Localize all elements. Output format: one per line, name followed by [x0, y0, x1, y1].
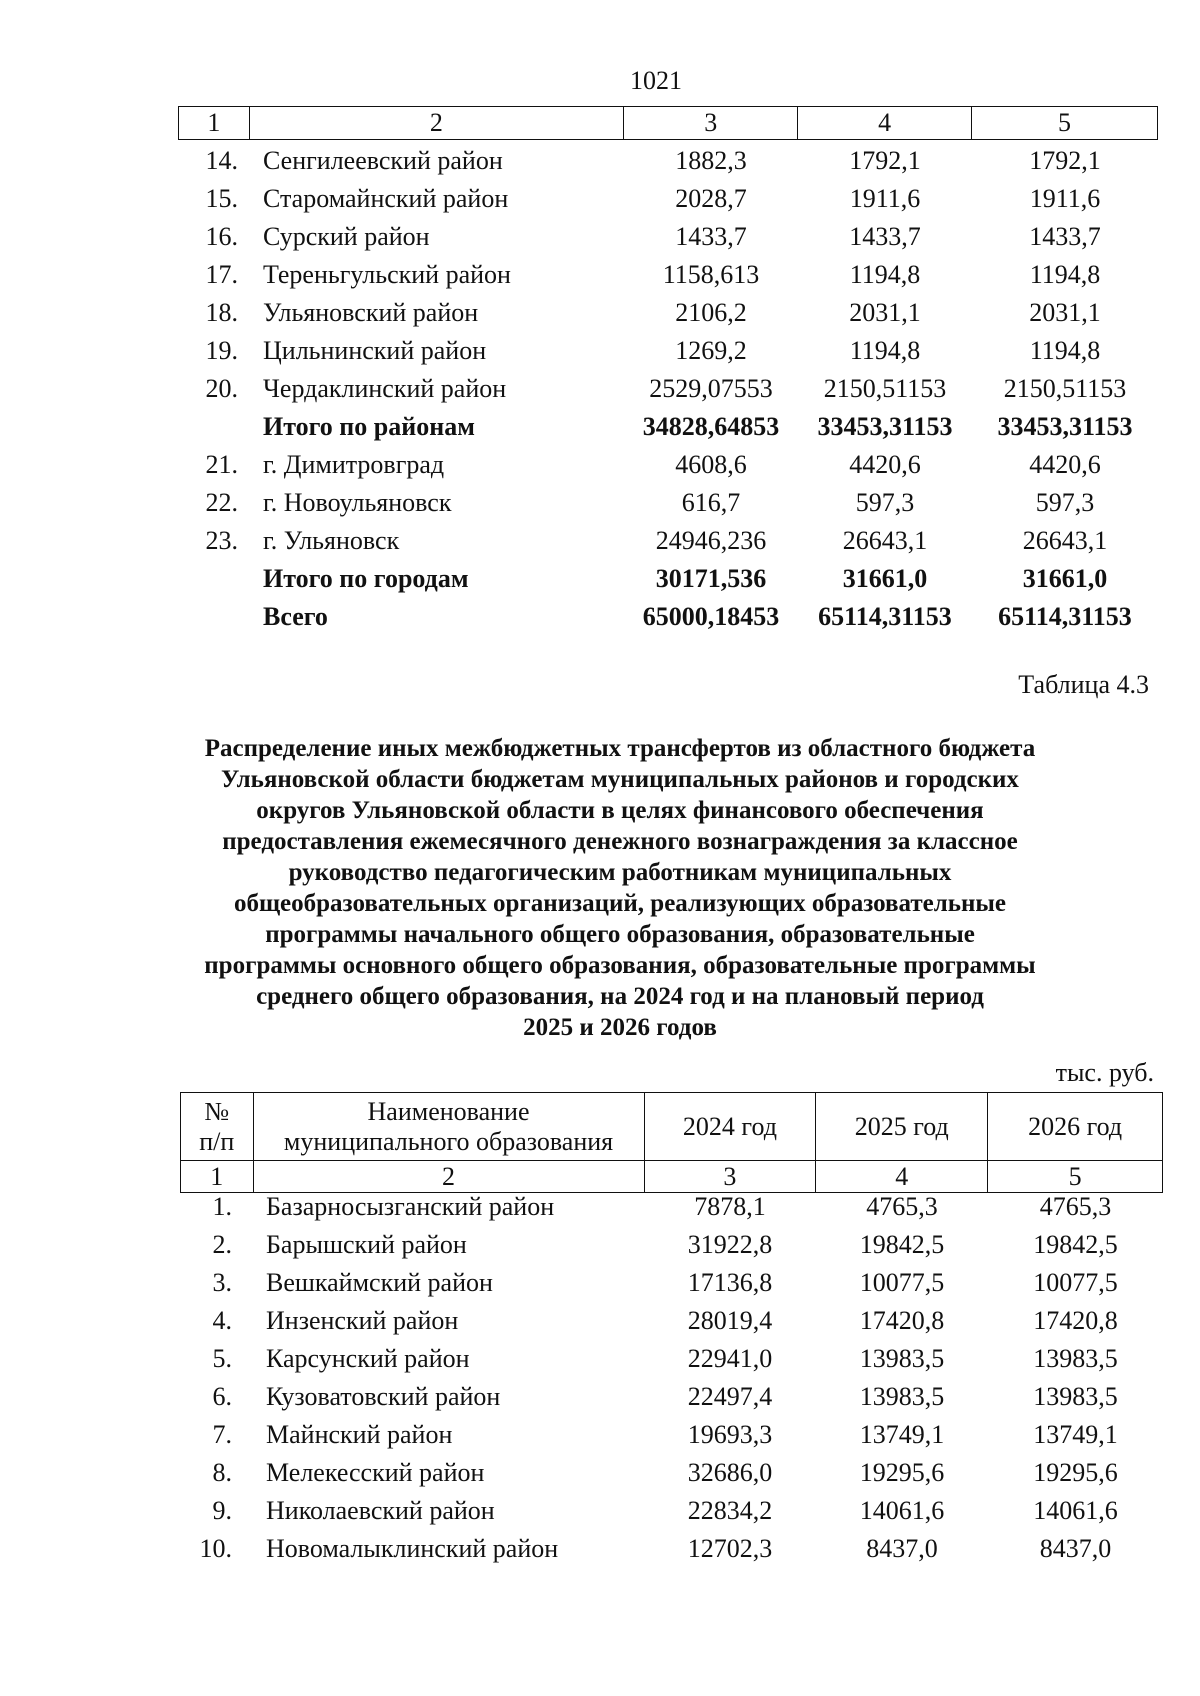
value-2025: 19842,5: [859, 1230, 945, 1259]
table2-row: [0, 1268, 1200, 1304]
table2-row: [0, 1382, 1200, 1418]
row-name: Барышский район: [266, 1230, 467, 1259]
value-2026: 26643,1: [1022, 526, 1108, 555]
value-2025: 13983,5: [859, 1382, 945, 1411]
table2-row: [0, 1344, 1200, 1380]
row-number: 17.: [205, 260, 238, 289]
table1-total-row: [0, 602, 1200, 638]
table-title: [160, 733, 1080, 1043]
value-2026: 8437,0: [1039, 1534, 1112, 1563]
value-2024: 4608,6: [675, 450, 747, 479]
table2-row: [0, 1420, 1200, 1456]
title-line: программы основного общего образования, образовательные программы: [204, 952, 1036, 979]
value-2026: 33453,31153: [997, 412, 1133, 441]
value-2026: 14061,6: [1033, 1496, 1118, 1525]
table1-row: [0, 450, 1200, 486]
value-2024: 19693,3: [687, 1420, 773, 1449]
table1-row: [0, 184, 1200, 220]
row-name: Новомалыклинский район: [266, 1534, 559, 1563]
value-2026: 1194,8: [1029, 336, 1101, 365]
row-name: Инзенский район: [266, 1306, 459, 1335]
value-2026: 1433,7: [1029, 222, 1101, 251]
table2-index-2: 2: [253, 1161, 644, 1193]
value-2025: 17420,8: [859, 1306, 945, 1335]
table2-row: [0, 1496, 1200, 1532]
table1-row: [0, 336, 1200, 372]
value-2025: 1792,1: [849, 146, 921, 175]
table2-name-header: [253, 1093, 644, 1161]
row-name: Итого по городам: [263, 564, 469, 593]
value-2024: 31922,8: [687, 1230, 773, 1259]
value-2024: 22834,2: [687, 1496, 773, 1525]
value-2026: 4765,3: [1039, 1192, 1112, 1221]
row-number: 1.: [212, 1192, 232, 1221]
value-2026: 1792,1: [1029, 146, 1101, 175]
value-2026: 31661,0: [1022, 564, 1108, 593]
value-2024: 1433,7: [675, 222, 747, 251]
table1-col-2: 2: [249, 107, 624, 140]
value-2024: 616,7: [681, 488, 741, 517]
value-2024: 28019,4: [687, 1306, 773, 1335]
value-2026: 4420,6: [1029, 450, 1101, 479]
table2-index-3: 3: [644, 1161, 816, 1193]
row-name: г. Димитровград: [263, 450, 445, 479]
value-2024: 2106,2: [675, 298, 747, 327]
table2-row: [0, 1458, 1200, 1494]
value-2024: 1158,613: [662, 260, 760, 289]
row-name: Сурский район: [263, 222, 430, 251]
value-2024: 12702,3: [687, 1534, 773, 1563]
value-2025: 13749,1: [859, 1420, 945, 1449]
value-2025: 597,3: [855, 488, 915, 517]
table2-index-1: 1: [181, 1161, 254, 1193]
table1-row: [0, 146, 1200, 182]
table2-name-header-line2: муниципального образования: [283, 1126, 614, 1156]
table2-row: [0, 1534, 1200, 1570]
row-name: Итого по районам: [263, 412, 475, 441]
table2-row: [0, 1306, 1200, 1342]
value-2026: 597,3: [1035, 488, 1095, 517]
row-number: 10.: [199, 1534, 232, 1563]
value-2025: 2031,1: [849, 298, 921, 327]
value-2024: 1882,3: [675, 146, 747, 175]
page-number: 1021: [630, 66, 682, 95]
value-2026: 13749,1: [1033, 1420, 1118, 1449]
row-number: 20.: [205, 374, 238, 403]
value-2025: 33453,31153: [817, 412, 953, 441]
table2-name-header-line1: Наименование: [367, 1096, 530, 1126]
table1-row: [0, 526, 1200, 562]
value-2026: 19295,6: [1033, 1458, 1118, 1487]
value-2026: 1194,8: [1029, 260, 1101, 289]
row-name: г. Ульяновск: [263, 526, 400, 555]
row-number: 22.: [205, 488, 238, 517]
value-2026: 2031,1: [1029, 298, 1101, 327]
row-name: Николаевский район: [266, 1496, 495, 1525]
value-2024: 30171,536: [655, 564, 767, 593]
value-2025: 4420,6: [849, 450, 921, 479]
row-number: 21.: [205, 450, 238, 479]
table2-index-4: 4: [816, 1161, 988, 1193]
table1-row: [0, 298, 1200, 334]
table2-num-header-line2: п/п: [199, 1126, 235, 1156]
table2-num-header-line1: №: [204, 1096, 230, 1126]
table1-row: [0, 374, 1200, 410]
value-2025: 1194,8: [849, 260, 921, 289]
row-number: 19.: [205, 336, 238, 365]
value-2024: 34828,64853: [642, 412, 780, 441]
row-number: 7.: [212, 1420, 232, 1449]
value-2025: 31661,0: [842, 564, 928, 593]
row-name: Мелекесский район: [266, 1458, 485, 1487]
row-number: 3.: [212, 1268, 232, 1297]
row-name: Старомайнский район: [263, 184, 509, 213]
table2-header: [180, 1092, 1163, 1193]
value-2026: 17420,8: [1033, 1306, 1118, 1335]
value-2024: 1269,2: [675, 336, 747, 365]
table1-col-5: 5: [972, 107, 1158, 140]
value-2024: 2028,7: [675, 184, 747, 213]
table2-row: [0, 1192, 1200, 1228]
table2-2026-header: 2026 год: [988, 1093, 1163, 1161]
value-2026: 13983,5: [1033, 1382, 1118, 1411]
table2-num-header: [181, 1093, 254, 1161]
value-2025: 19295,6: [859, 1458, 945, 1487]
table1-row: [0, 488, 1200, 524]
row-name: Базарносызганский район: [266, 1192, 555, 1221]
table2-row: [0, 1230, 1200, 1266]
table2-2025-header: 2025 год: [816, 1093, 988, 1161]
row-number: 23.: [205, 526, 238, 555]
table1-col-3: 3: [624, 107, 798, 140]
value-2024: 22497,4: [687, 1382, 773, 1411]
row-name: Ульяновский район: [263, 298, 479, 327]
row-name: Сенгилеевский район: [263, 146, 503, 175]
value-2024: 65000,18453: [642, 602, 780, 631]
title-line: 2025 и 2026 годов: [523, 1014, 717, 1041]
row-number: 4.: [212, 1306, 232, 1335]
row-number: 6.: [212, 1382, 232, 1411]
title-line: среднего общего образования, на 2024 год и на плановый период: [256, 983, 984, 1010]
row-name: Кузоватовский район: [266, 1382, 501, 1411]
value-2025: 10077,5: [859, 1268, 945, 1297]
row-name: Чердаклинский район: [263, 374, 507, 403]
row-number: 15.: [205, 184, 238, 213]
row-name: Майнский район: [266, 1420, 453, 1449]
value-2025: 1911,6: [849, 184, 921, 213]
value-2025: 14061,6: [859, 1496, 945, 1525]
table2-index-5: 5: [988, 1161, 1163, 1193]
table1-row: [0, 222, 1200, 258]
value-2024: 2529,07553: [649, 374, 773, 403]
value-2024: 7878,1: [694, 1192, 766, 1221]
table1-header: [178, 106, 1158, 140]
row-number: 2.: [212, 1230, 232, 1259]
value-2024: 22941,0: [687, 1344, 773, 1373]
title-line: округов Ульяновской области в целях финансового обеспечения: [256, 797, 984, 824]
value-2026: 1911,6: [1029, 184, 1101, 213]
row-number: 14.: [205, 146, 238, 175]
value-2024: 17136,8: [687, 1268, 773, 1297]
value-2025: 4765,3: [866, 1192, 938, 1221]
row-number: 18.: [205, 298, 238, 327]
value-2026: 2150,51153: [1003, 374, 1127, 403]
row-name: г. Новоульяновск: [263, 488, 452, 517]
value-2025: 2150,51153: [823, 374, 947, 403]
value-2025: 13983,5: [859, 1344, 945, 1373]
title-line: Распределение иных межбюджетных трансфертов из областного бюджета: [204, 735, 1036, 762]
row-name: Тереньгульский район: [263, 260, 511, 289]
table1-row: [0, 260, 1200, 296]
title-line: общеобразовательных организаций, реализующих образовательные: [233, 890, 1007, 917]
value-2025: 1194,8: [849, 336, 921, 365]
table1-col-1: 1: [179, 107, 250, 140]
value-2025: 65114,31153: [818, 602, 952, 631]
row-number: 8.: [212, 1458, 232, 1487]
table2-2024-header: 2024 год: [644, 1093, 816, 1161]
value-2025: 8437,0: [866, 1534, 938, 1563]
row-number: 9.: [212, 1496, 232, 1525]
title-line: руководство педагогическим работникам муниципальных: [288, 859, 952, 886]
value-2025: 1433,7: [849, 222, 921, 251]
title-line: предоставления ежемесячного денежного вознаграждения за классное: [222, 828, 1018, 855]
table-label: Таблица 4.3: [1018, 670, 1149, 699]
value-2026: 13983,5: [1033, 1344, 1118, 1373]
row-number: 16.: [205, 222, 238, 251]
title-line: программы начального общего образования, образовательные: [265, 921, 975, 948]
value-2026: 65114,31153: [998, 602, 1132, 631]
row-name: Всего: [263, 602, 328, 631]
value-2024: 32686,0: [687, 1458, 773, 1487]
value-2026: 19842,5: [1033, 1230, 1118, 1259]
value-2024: 24946,236: [655, 526, 767, 555]
row-name: Цильнинский район: [263, 336, 487, 365]
value-2025: 26643,1: [842, 526, 928, 555]
table1-col-4: 4: [798, 107, 972, 140]
title-line: Ульяновской области бюджетам муниципальных районов и городских: [221, 766, 1019, 793]
row-name: Карсунский район: [266, 1344, 470, 1373]
row-number: 5.: [212, 1344, 232, 1373]
row-name: Вешкаймский район: [266, 1268, 493, 1297]
units-label: тыс. руб.: [1055, 1058, 1154, 1087]
value-2026: 10077,5: [1033, 1268, 1118, 1297]
table1-total-row: [0, 412, 1200, 448]
table1-total-row: [0, 564, 1200, 600]
